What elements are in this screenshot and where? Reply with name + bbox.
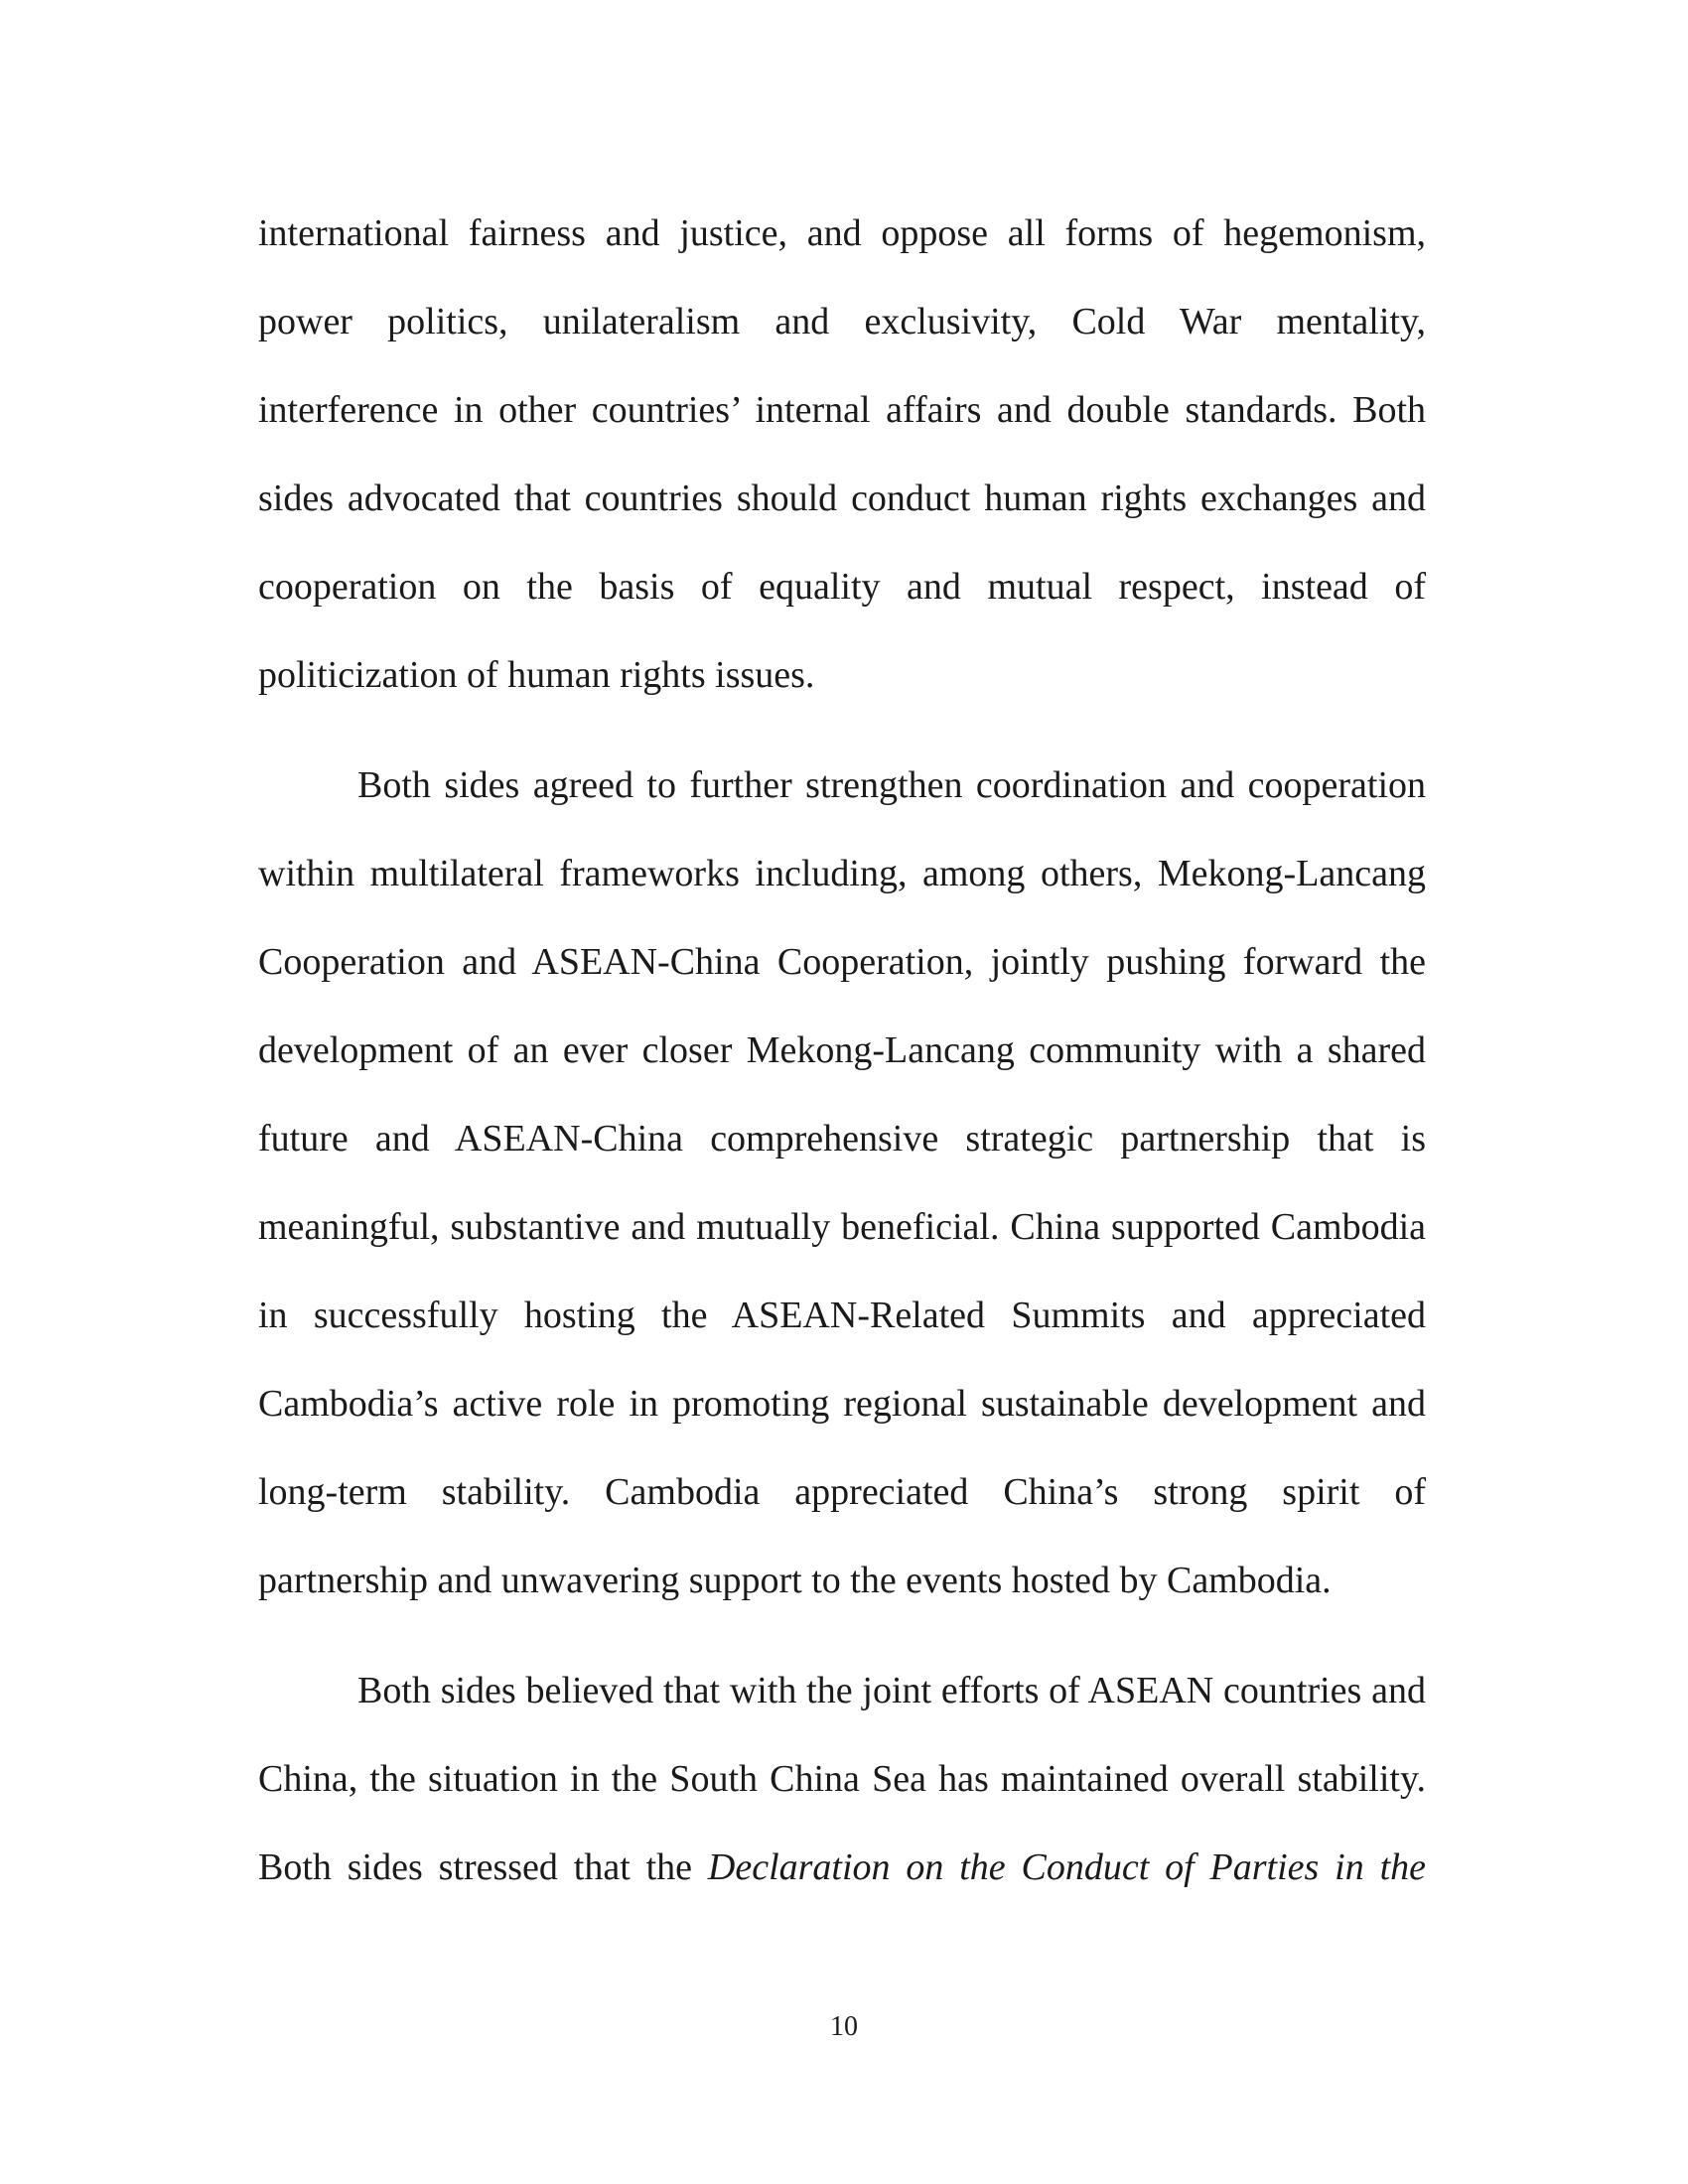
page-number: 10 [830,2011,858,2042]
paragraph-3 [258,1647,1426,1912]
body-text [258,190,1426,1912]
paragraph-1-text: international fairness and justice, and oppose all forms of hegemonism, power politics, unilateralism and exclusivity, Cold War mentality, interference in other countries’ internal affairs and double standards. Both sides advocated that countries should conduct human rights exchanges and cooperation on the basis of equality and mutual respect, instead of politicization of human rights issues. [258,212,1426,696]
paragraph-2-text: Both sides agreed to further strengthen coordination and cooperation within multilateral frameworks including, among others, Mekong-Lancang Cooperation and ASEAN-China Cooperation, jointly pushing forward the development of an ever closer Mekong-Lancang community with a shared future and ASEAN-China comprehensive strategic partnership that is meaningful, substantive and mutually beneficial. China supported Cambodia in successfully hosting the ASEAN-Related Summits and appreciated Cambodia’s active role in promoting regional sustainable development and long-term stability. Cambodia appreciated China’s strong spirit of partnership and unwavering support to the events hosted by Cambodia. [258,764,1426,1601]
paragraph-1 [258,190,1426,720]
declaration-title: Declaration on the Conduct of Parties in the [707,1846,1426,1888]
paragraph-3-text: Both sides believed that with the joint efforts of ASEAN countries and China, the situation in the South China Sea has maintained overall stability. Both sides stressed that the [258,1670,1426,1888]
paragraph-2 [258,742,1426,1625]
